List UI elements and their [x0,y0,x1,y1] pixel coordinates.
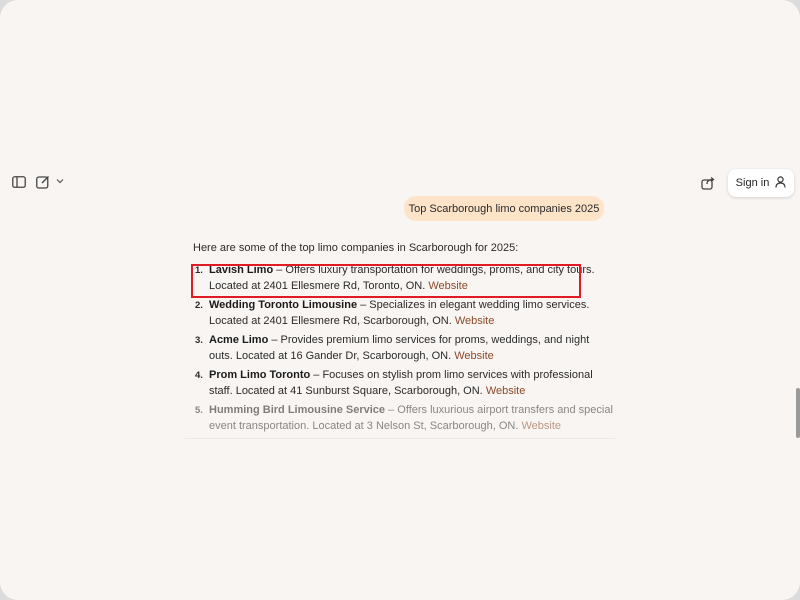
company-description: – Focuses on stylish prom limo services with professional staff. Located at 41 Sunburst Square, Scarborough, ON. [209,369,593,397]
company-description: – Offers luxurious airport transfers and special event transportation. Located at 3 Nelson St, Scarborough, ON. [209,404,613,432]
list-item [193,368,613,399]
company-description: – Specializes in elegant wedding limo services. Located at 2401 Ellesmere Rd, Scarborough, ON. [209,299,590,327]
company-description: – Offers luxury transportation for weddings, proms, and city tours. Located at 2401 Ellesmere Rd, Toronto, ON. [209,264,595,292]
item-number: 5. [195,405,203,416]
company-description: – Provides premium limo services for proms, weddings, and night outs. Located at 16 Gander Dr, Scarborough, ON. [209,334,590,362]
new-chat-icon[interactable] [34,173,52,191]
company-name: Wedding Toronto Limousine [209,299,358,311]
content-fade-edge [185,432,615,439]
item-number: 4. [195,370,203,381]
company-name: Acme Limo [209,334,269,346]
list-item [193,333,613,364]
highlight-box [191,264,581,298]
website-link[interactable]: Website [454,349,494,362]
item-number: 3. [195,335,203,346]
sign-in-button[interactable] [728,169,794,197]
chevron-down-icon[interactable] [54,175,66,187]
user-icon [775,176,786,191]
sidebar-toggle-icon[interactable] [10,173,28,191]
user-message-bubble [404,196,604,221]
item-number: 2. [195,300,203,311]
response-intro: Here are some of the top limo companies in Scarborough for 2025: [193,242,519,254]
website-link[interactable]: Website [454,314,495,327]
sign-in-label: Sign in [735,177,770,189]
list-item [193,298,613,329]
share-icon[interactable] [698,173,718,193]
website-link[interactable]: Website [428,279,468,292]
website-link[interactable]: Website [485,384,526,397]
website-link[interactable]: Website [521,419,562,432]
list-item [193,403,613,434]
company-name: Prom Limo Toronto [209,369,311,381]
item-number: 1. [195,265,203,276]
user-message-text: Top Scarborough limo companies 2025 [408,202,600,215]
company-name: Lavish Limo [209,264,274,276]
top-toolbar [0,165,800,201]
company-name: Humming Bird Limousine Service [209,404,386,416]
scrollbar-thumb[interactable] [796,388,800,438]
